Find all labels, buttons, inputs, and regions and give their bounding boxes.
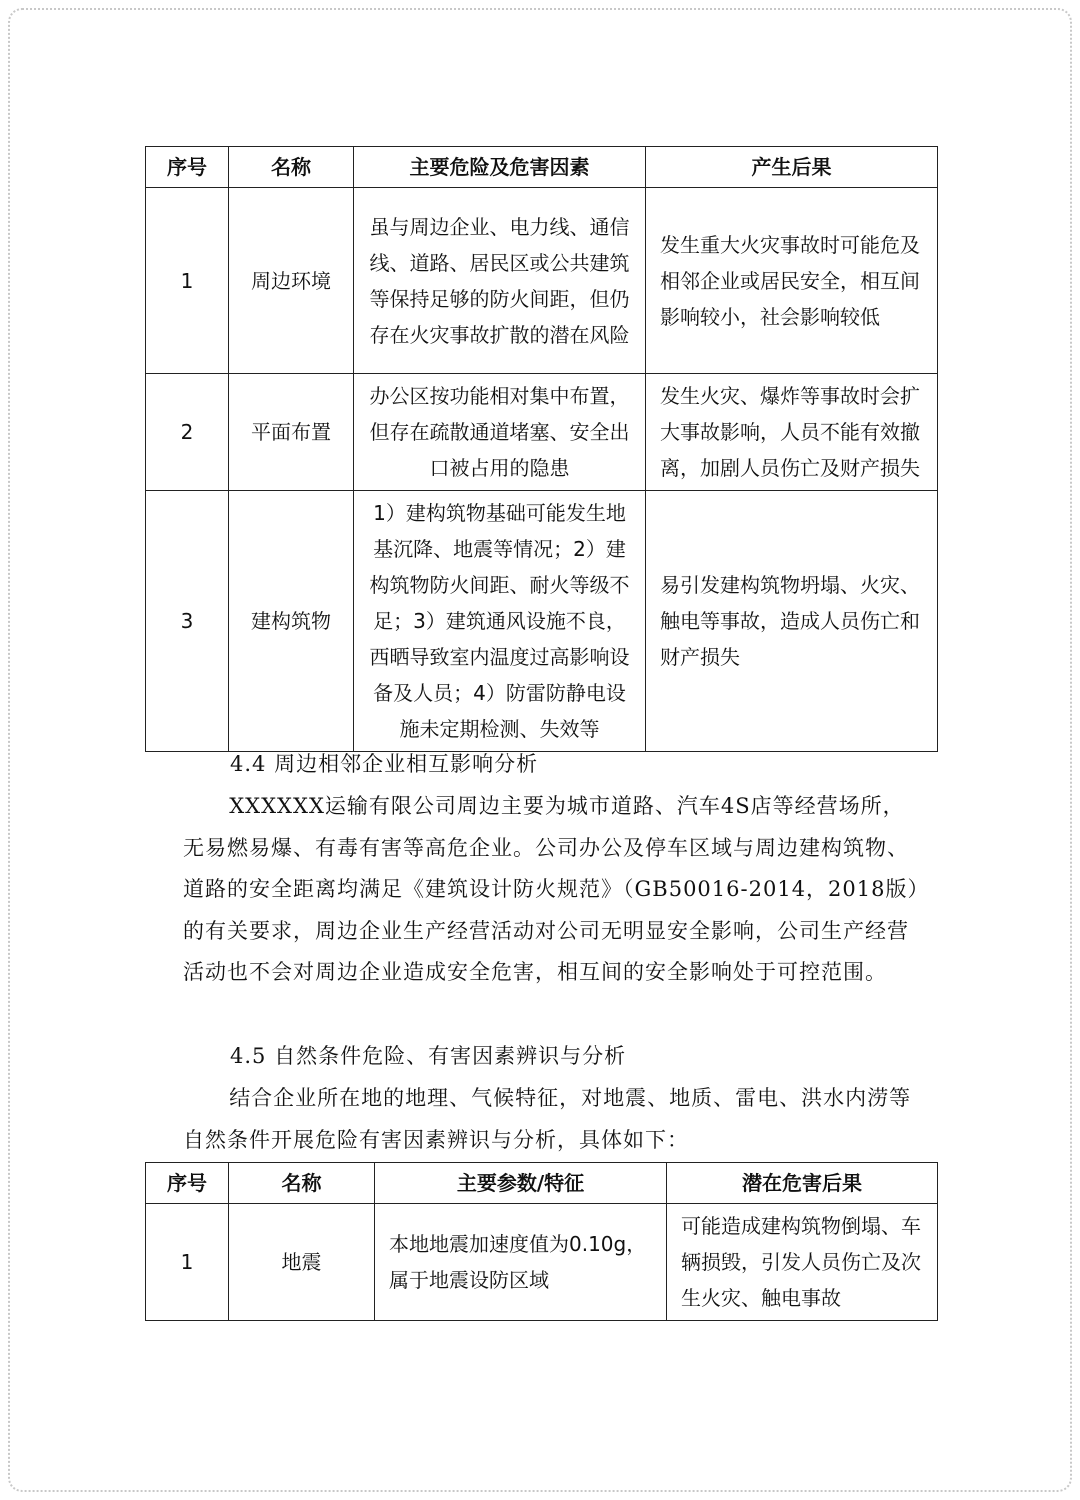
row-name: 平面布置 <box>229 374 354 491</box>
row-result: 发生重大火灾事故时可能危及相邻企业或居民安全，相互间影响较小，社会影响较低 <box>646 188 938 374</box>
row-hazard: 1）建构筑物基础可能发生地基沉降、地震等情况；2）建构筑物防火间距、耐火等级不足；3）建筑通风设施不良，西晒导致室内温度过高影响设备及人员；4）防雷防静电设施未定期检测、失效等 <box>354 491 646 752</box>
header-hazard: 主要危险及危害因素 <box>354 147 646 188</box>
row-no: 2 <box>146 374 229 491</box>
header-param: 主要参数/特征 <box>375 1163 667 1204</box>
row-name: 周边环境 <box>229 188 354 374</box>
row-hazard: 虽与周边企业、电力线、通信线、道路、居民区或公共建筑等保持足够的防火间距，但仍存在火灾事故扩散的潜在风险 <box>354 188 646 374</box>
section-4-4-heading: 4.4 周边相邻企业相互影响分析 <box>230 752 539 776</box>
table-row <box>146 188 938 374</box>
table-header-row <box>146 147 938 188</box>
row-result: 发生火灾、爆炸等事故时会扩大事故影响，人员不能有效撤离，加剧人员伤亡及财产损失 <box>646 374 938 491</box>
header-name: 名称 <box>229 1163 375 1204</box>
header-no: 序号 <box>146 1163 229 1204</box>
row-param: 本地地震加速度值为0.10g，属于地震设防区域 <box>375 1204 667 1321</box>
table-row <box>146 491 938 752</box>
section-4-5-body: 结合企业所在地的地理、气候特征，对地震、地质、雷电、洪水内涝等自然条件开展危险有害因素辨识与分析，具体如下： <box>183 1086 912 1152</box>
row-name: 建构筑物 <box>229 491 354 752</box>
row-no: 1 <box>146 1204 229 1321</box>
header-name: 名称 <box>229 147 354 188</box>
header-result: 潜在危害后果 <box>667 1163 938 1204</box>
table-header-row <box>146 1163 938 1204</box>
row-name: 地震 <box>229 1204 375 1321</box>
table-row <box>146 374 938 491</box>
hazard-table <box>145 146 938 752</box>
header-result: 产生后果 <box>646 147 938 188</box>
row-no: 1 <box>146 188 229 374</box>
header-no: 序号 <box>146 147 229 188</box>
row-result: 易引发建构筑物坍塌、火灾、触电等事故，造成人员伤亡和财产损失 <box>646 491 938 752</box>
row-hazard: 办公区按功能相对集中布置，但存在疏散通道堵塞、安全出口被占用的隐患 <box>354 374 646 491</box>
natural-hazard-table <box>145 1162 938 1321</box>
section-4-5-heading: 4.5 自然条件危险、有害因素辨识与分析 <box>230 1044 627 1068</box>
row-no: 3 <box>146 491 229 752</box>
table-row <box>146 1204 938 1321</box>
row-result: 可能造成建构筑物倒塌、车辆损毁，引发人员伤亡及次生火灾、触电事故 <box>667 1204 938 1321</box>
section-4-4-body: XXXXXX运输有限公司周边主要为城市道路、汽车4S店等经营场所，无易燃易爆、有毒有害等高危企业。公司办公及停车区域与周边建构筑物、道路的安全距离均满足《建筑设计防火规范》（GB50016-2014，2018版）的有关要求，周边企业生产经营活动对公司无明显安全影响，公司生产经营活动也不会对周边企业造成安全危害，相互间的安全影响处于可控范围。 <box>183 794 919 984</box>
